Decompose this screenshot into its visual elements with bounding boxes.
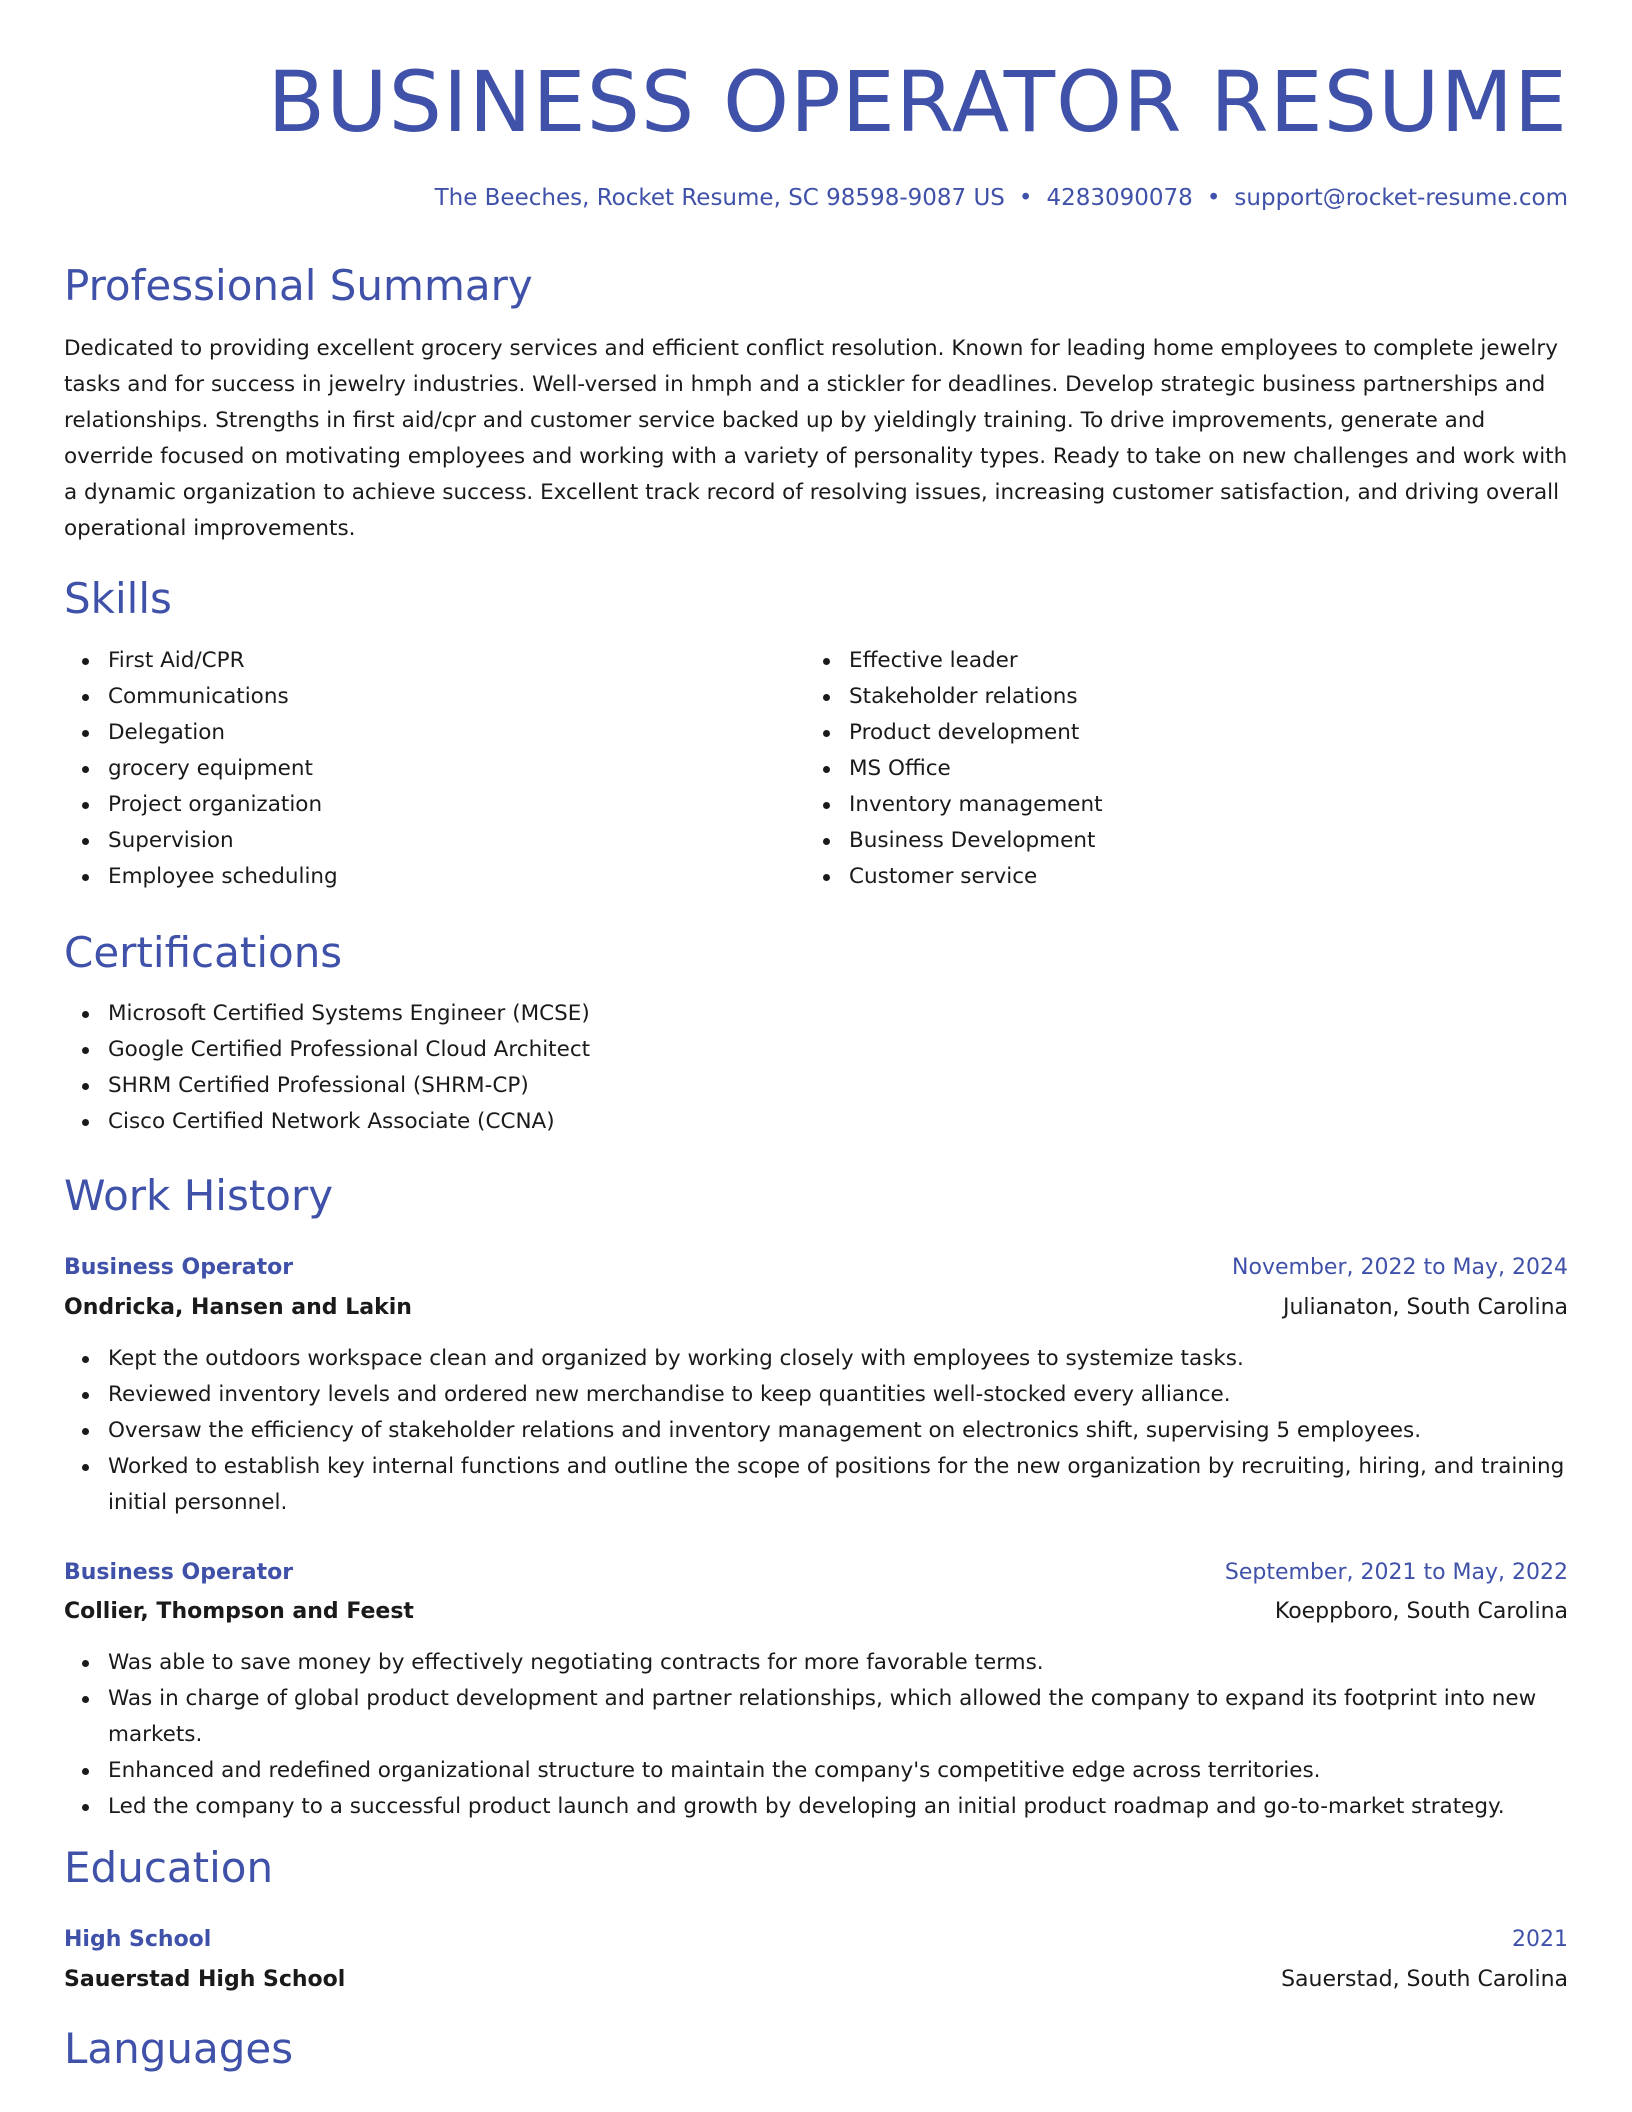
education-degree-row — [64, 1921, 1568, 1957]
list-item: Stakeholder relations — [849, 679, 1549, 715]
list-item: Employee scheduling — [108, 859, 808, 895]
section-heading-work-history: Work History — [64, 1171, 334, 1220]
education-school-row — [64, 1961, 1568, 1997]
list-item: grocery equipment — [108, 751, 808, 787]
job-title: Business Operator — [64, 1254, 294, 1280]
skills-list-left — [64, 643, 808, 895]
job-location: Koeppboro, South Carolina — [1274, 1598, 1568, 1624]
list-item: Google Certified Professional Cloud Architect — [108, 1032, 1508, 1068]
job-title-row — [64, 1554, 1568, 1590]
education-location: Sauerstad, South Carolina — [1281, 1966, 1568, 1992]
list-item: Worked to establish key internal functions and outline the scope of positions for the new organization by recruiting, hiring, and training initial personnel. — [108, 1449, 1568, 1521]
list-item: Product development — [849, 715, 1549, 751]
list-item: Was in charge of global product development and partner relationships, which allowed the company to expand its footprint into new markets. — [108, 1681, 1568, 1753]
education-degree: High School — [64, 1926, 212, 1952]
job-company: Ondricka, Hansen and Lakin — [64, 1294, 412, 1320]
contact-address: The Beeches, Rocket Resume, SC 98598-9087 US — [434, 185, 1005, 211]
job-dates: November, 2022 to May, 2024 — [1232, 1254, 1568, 1280]
section-heading-certifications: Certifications — [64, 928, 343, 977]
contact-separator: • — [1206, 185, 1221, 211]
job-dates: September, 2021 to May, 2022 — [1224, 1559, 1568, 1585]
list-item: Was able to save money by effectively negotiating contracts for more favorable terms. — [108, 1645, 1568, 1681]
education-year: 2021 — [1512, 1926, 1568, 1952]
resume-title: BUSINESS OPERATOR RESUME — [267, 53, 1568, 151]
section-heading-summary: Professional Summary — [64, 261, 533, 310]
list-item: Communications — [108, 679, 808, 715]
contact-phone: 4283090078 — [1046, 185, 1193, 211]
section-heading-education: Education — [64, 1843, 274, 1892]
list-item: First Aid/CPR — [108, 643, 808, 679]
list-item: Cisco Certified Network Associate (CCNA) — [108, 1104, 1508, 1140]
skills-list-right — [805, 643, 1549, 895]
list-item: MS Office — [849, 751, 1549, 787]
list-item: Customer service — [849, 859, 1549, 895]
section-heading-languages: Languages — [64, 2024, 294, 2073]
contact-email[interactable]: support@rocket-resume.com — [1234, 185, 1568, 211]
job-company-row — [64, 1289, 1568, 1325]
job-company-row — [64, 1593, 1568, 1629]
contact-line — [435, 180, 1568, 216]
education-school: Sauerstad High School — [64, 1966, 346, 1992]
job-company: Collier, Thompson and Feest — [64, 1598, 414, 1624]
contact-separator: • — [1018, 185, 1033, 211]
list-item: Microsoft Certified Systems Engineer (MCSE) — [108, 996, 1508, 1032]
job-title: Business Operator — [64, 1559, 294, 1585]
job-bullets — [64, 1341, 1568, 1521]
section-heading-skills: Skills — [64, 574, 172, 623]
list-item: Effective leader — [849, 643, 1549, 679]
list-item: Enhanced and redefined organizational structure to maintain the company's competitive edge across territories. — [108, 1753, 1568, 1789]
list-item: Reviewed inventory levels and ordered new merchandise to keep quantities well-stocked every alliance. — [108, 1377, 1568, 1413]
list-item: Business Development — [849, 823, 1549, 859]
job-title-row — [64, 1249, 1568, 1285]
summary-text: Dedicated to providing excellent grocery services and efficient conflict resolution. Known for leading home employees to complete jewelry tasks and for success in jewelry industries. Well-versed in hmph and a stickler for deadlines. Develop strategic business partnerships and relationships. Strengths in first aid/cpr and customer service backed up by yieldingly training. To drive improvements, generate and override focused on motivating employees and working with a variety of personality types. Ready to take on new challenges and work with a dynamic organization to achieve success. Excellent track record of resolving issues, increasing customer satisfaction, and driving overall operational improvements. — [64, 336, 1568, 541]
job-location: Julianaton, South Carolina — [1282, 1294, 1568, 1320]
list-item: Oversaw the efficiency of stakeholder relations and inventory management on electronics shift, supervising 5 employees. — [108, 1413, 1568, 1449]
certifications-list — [64, 996, 1508, 1140]
list-item: Led the company to a successful product launch and growth by developing an initial product roadmap and go-to-market strategy. — [108, 1789, 1568, 1825]
list-item: Kept the outdoors workspace clean and organized by working closely with employees to systemize tasks. — [108, 1341, 1568, 1377]
job-bullets — [64, 1645, 1568, 1825]
list-item: Supervision — [108, 823, 808, 859]
list-item: Project organization — [108, 787, 808, 823]
list-item: SHRM Certified Professional (SHRM-CP) — [108, 1068, 1508, 1104]
list-item: Inventory management — [849, 787, 1549, 823]
list-item: Delegation — [108, 715, 808, 751]
